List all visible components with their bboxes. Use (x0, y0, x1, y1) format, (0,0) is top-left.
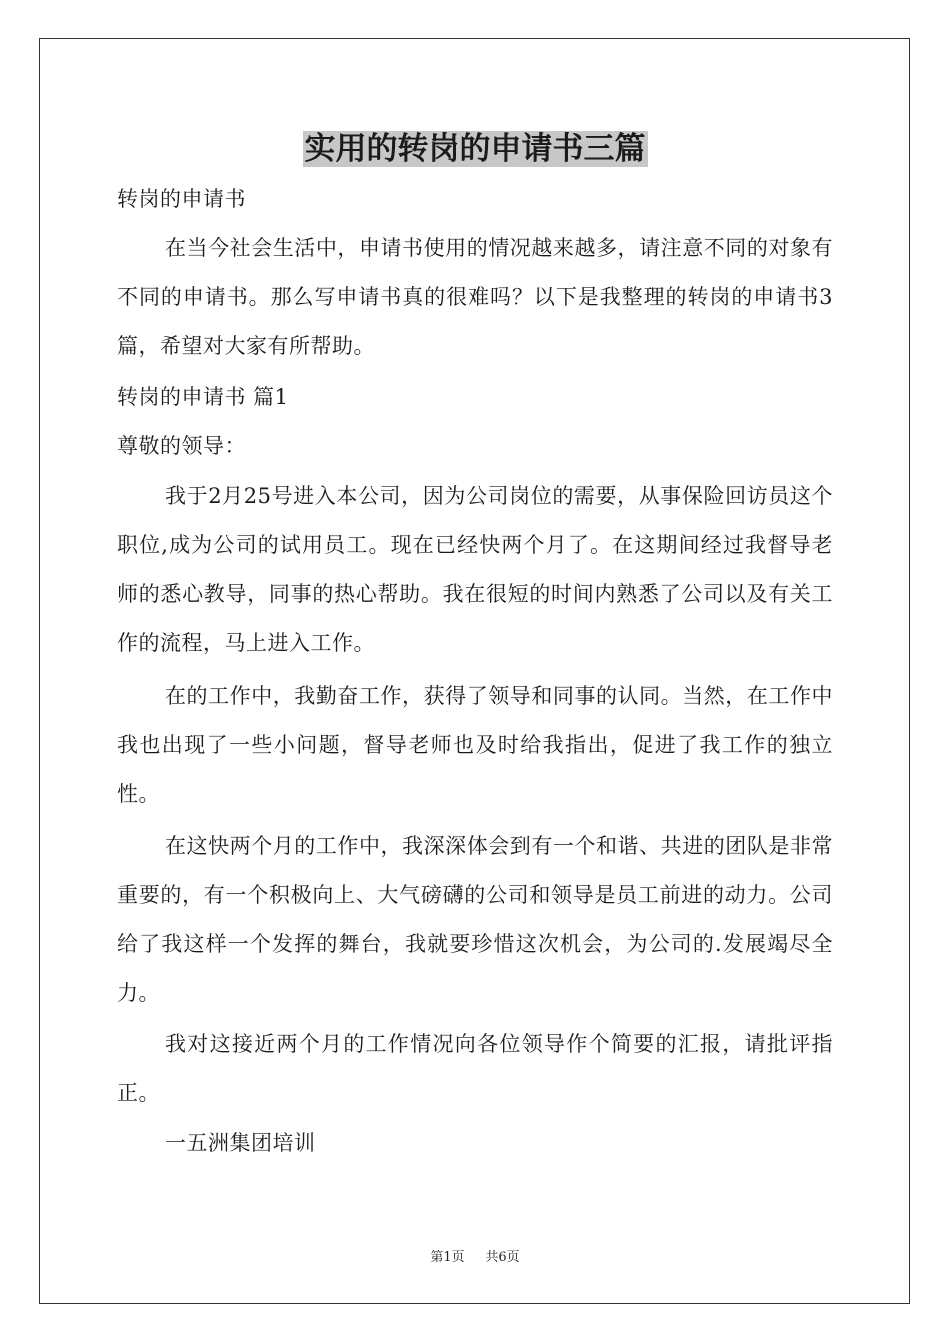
intro-paragraph: 在当今社会生活中，申请书使用的情况越来越多，请注意不同的对象有不同的申请书。那么写申请书真的很难吗？以下是我整理的转岗的申请书3篇，希望对大家有所帮助。 (117, 236, 833, 358)
body-paragraph-1: 我于2月25号进入本公司，因为公司岗位的需要，从事保险回访员这个职位,成为公司的试用员工。现在已经快两个月了。在这期间经过我督导老师的悉心教导，同事的热心帮助。我在很短的时间内熟悉了公司以及有关工作的流程，马上进入工作。 (117, 484, 833, 655)
page-footer (0, 1246, 950, 1265)
body-paragraph-3: 在这快两个月的工作中，我深深体会到有一个和谐、共进的团队是非常重要的，有一个积极向上、大气磅礴的公司和领导是员工前进的动力。公司给了我这样一个发挥的舞台，我就要珍惜这次机会，为公司的.发展竭尽全力。 (117, 834, 833, 1005)
page-total: 共6页 (485, 1250, 520, 1265)
document-title: 实用的转岗的申请书三篇 (304, 131, 646, 167)
body-paragraph-4: 我对这接近两个月的工作情况向各位领导作个简要的汇报，请批评指正。 (117, 1032, 833, 1105)
intro-heading: 转岗的申请书 (117, 187, 246, 211)
section-heading: 转岗的申请书 篇1 (117, 385, 289, 409)
body-paragraph-2: 在的工作中，我勤奋工作，获得了领导和同事的认同。当然，在工作中我也出现了一些小问题，督导老师也及时给我指出，促进了我工作的独立性。 (117, 684, 833, 806)
page-number: 第1页 (430, 1250, 465, 1265)
salutation: 尊敬的领导： (117, 434, 246, 458)
signature: 一五洲集团培训 (165, 1131, 316, 1155)
